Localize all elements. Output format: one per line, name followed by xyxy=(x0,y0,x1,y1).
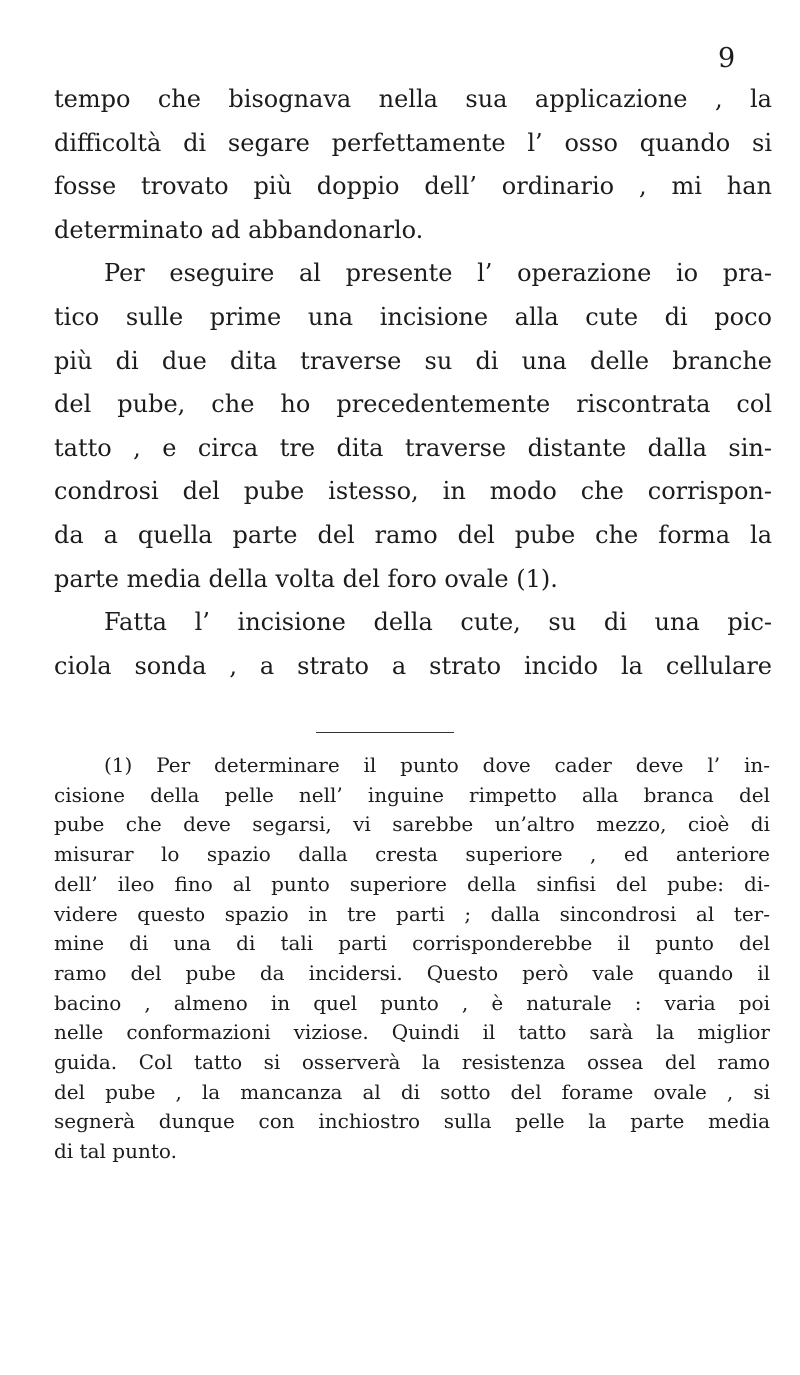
footnote-line: pube che deve segarsi, vi sarebbe un’altro mezzo, cioè di xyxy=(54,812,770,837)
footnote xyxy=(54,751,770,1167)
footnote-line: videre questo spazio in tre parti ; dalla sincondrosi al ter- xyxy=(54,901,770,926)
footnote-line: nelle conformazioni viziose. Quindi il tatto sarà la miglior xyxy=(54,1020,770,1045)
footnote-line: dell’ ileo fino al punto superiore della sinfisi del pube: di- xyxy=(54,871,770,896)
page-number: 9 xyxy=(718,43,736,74)
footnote-line: del pube , la mancanza al di sotto del forame ovale , si xyxy=(54,1079,770,1104)
footnote-line: misurar lo spazio dalla cresta superiore , ed anteriore xyxy=(54,842,770,867)
footnote-line: ramo del pube da incidersi. Questo però vale quando il xyxy=(54,960,770,985)
text-line: tempo che bisognava nella sua applicazione , la xyxy=(54,85,772,113)
text-line: ciola sonda , a strato a strato incido la cellulare xyxy=(54,651,772,680)
text-line: tico sulle prime una incisione alla cute di poco xyxy=(54,302,772,331)
text-line: da a quella parte del ramo del pube che forma la xyxy=(54,520,772,549)
text-line: difficoltà di segare perfettamente l’ osso quando si xyxy=(54,128,772,157)
text-line: parte media della volta del foro ovale (1). xyxy=(54,564,558,593)
text-line: Fatta l’ incisione della cute, su di una pic- xyxy=(104,608,772,637)
footnote-line: mine di una di tali parti corrisponderebbe il punto del xyxy=(54,931,770,956)
text-line: condrosi del pube istesso, in modo che corrispon- xyxy=(54,477,772,506)
footnote-line: guida. Col tatto si osserverà la resistenza ossea del ramo xyxy=(54,1050,770,1075)
footnote-line: (1) Per determinare il punto dove cader deve l’ in- xyxy=(104,753,770,777)
text-line: determinato ad abbandonarlo. xyxy=(54,215,424,244)
text-line: del pube, che ho precedentemente riscontrata col xyxy=(54,390,772,419)
footnote-line: segnerà dunque con inchiostro sulla pelle la parte media xyxy=(54,1109,770,1134)
text-line: più di due dita traverse su di una delle branche xyxy=(54,346,772,375)
main-text xyxy=(54,78,772,688)
text-line: tatto , e circa tre dita traverse distante dalla sin- xyxy=(54,433,772,462)
text-line: Per eseguire al presente l’ operazione io pra- xyxy=(104,259,772,288)
footnote-line: bacino , almeno in quel punto , è naturale : varia poi xyxy=(54,990,770,1015)
footnote-line: di tal punto. xyxy=(54,1139,177,1164)
footnote-separator xyxy=(316,732,454,733)
footnote-line: cisione della pelle nell’ inguine rimpetto alla branca del xyxy=(54,782,770,807)
text-line: fosse trovato più doppio dell’ ordinario , mi han xyxy=(54,172,772,201)
